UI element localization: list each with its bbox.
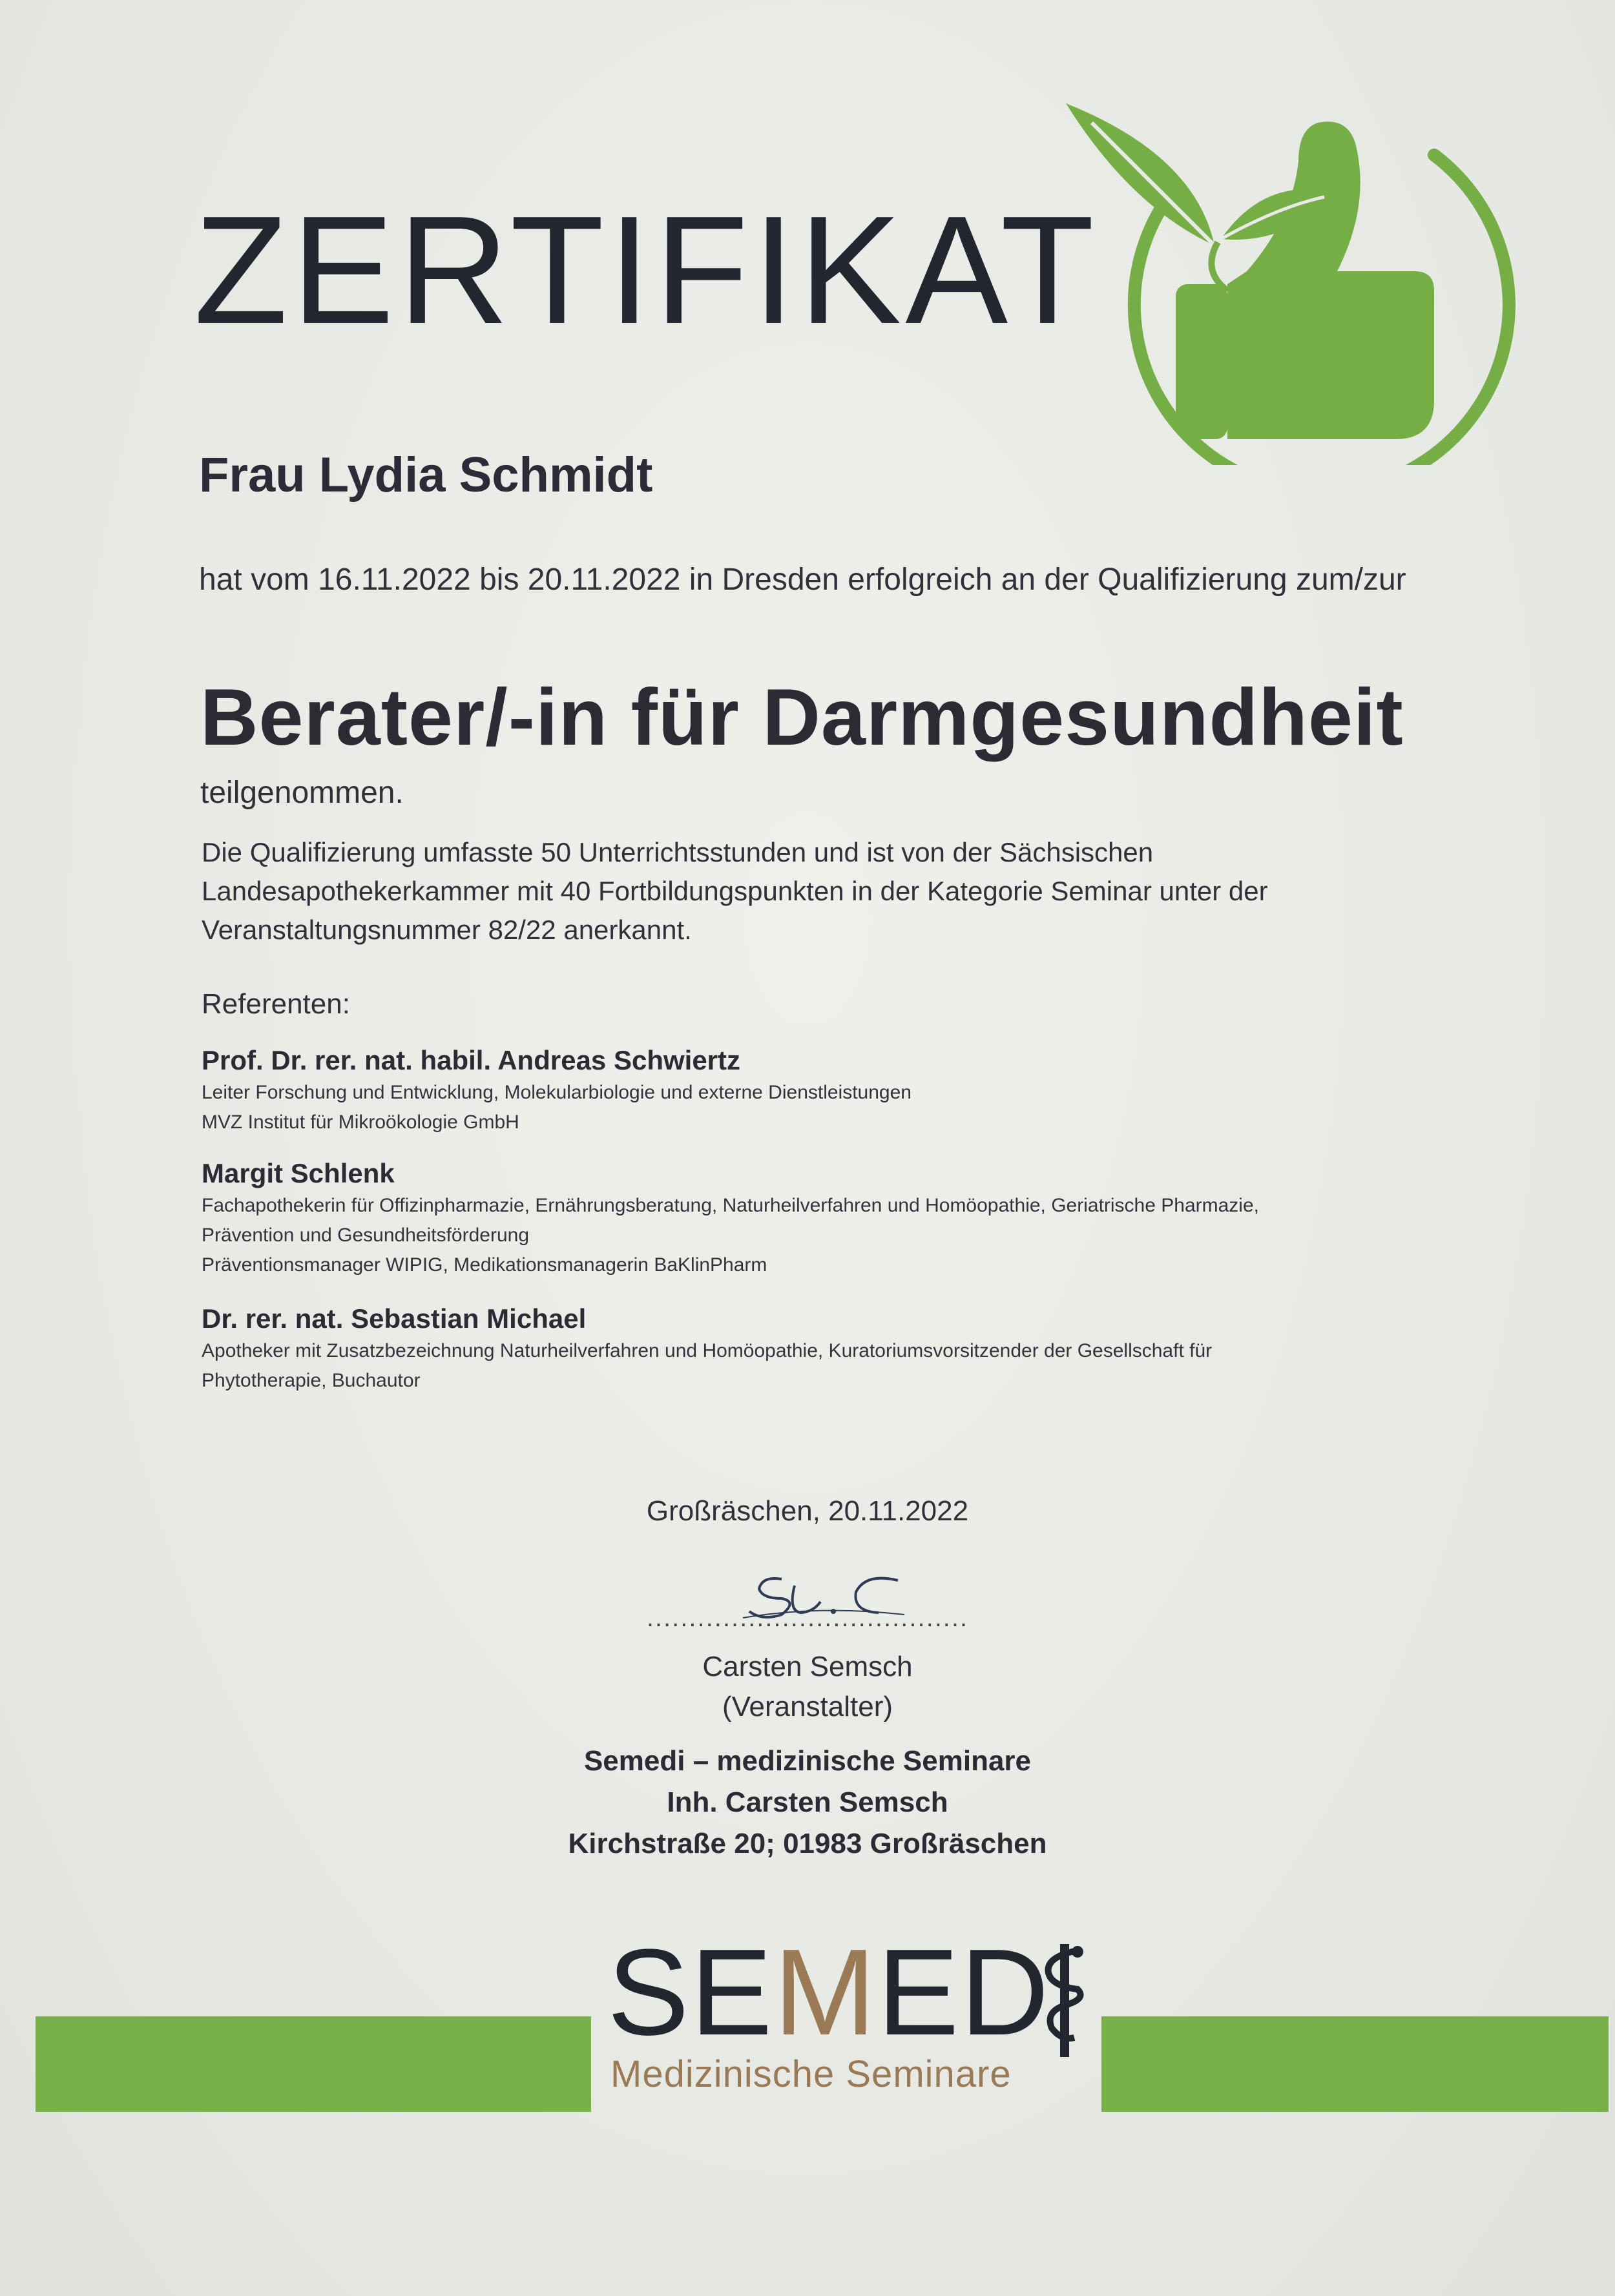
logo-text-m: M [773, 1924, 877, 2061]
description-line: Die Qualifizierung umfasste 50 Unterrichtsstunden und ist von der Sächsischen [202, 837, 1154, 867]
logo-subtitle: Medizinische Seminare [610, 2053, 1012, 2095]
green-bar-left [36, 2016, 591, 2112]
organizer-address: Kirchstraße 20; 01983 Großräschen [568, 1828, 1047, 1859]
caduceus-icon [1039, 1944, 1090, 2057]
participated-text: teilgenommen. [200, 776, 404, 810]
referent-entry [202, 1156, 1494, 1280]
thumbs-up-leaf-icon [1034, 78, 1537, 465]
referent-entry [202, 1043, 1494, 1137]
referent-detail: Fachapothekerin für Offizinpharmazie, Ernährungsberatung, Naturheilverfahren und Homöopathie, Geriatrische Pharmazie, [202, 1195, 1259, 1216]
organizer-block [0, 1741, 1615, 1865]
qualification-title: Berater/-in für Darmgesundheit [200, 673, 1404, 762]
referent-detail: Leiter Forschung und Entwicklung, Molekularbiologie und externe Dienstleistungen [202, 1082, 912, 1103]
green-bar-right [1101, 2016, 1609, 2112]
referent-name: Dr. rer. nat. Sebastian Michael [202, 1303, 587, 1334]
description-line: Veranstaltungsnummer 82/22 anerkannt. [202, 915, 692, 945]
referent-name: Margit Schlenk [202, 1158, 395, 1188]
organizer-owner: Inh. Carsten Semsch [667, 1786, 948, 1818]
certificate-title: ZERTIFIKAT [194, 185, 1098, 356]
referents-heading: Referenten: [202, 988, 350, 1020]
referent-detail: Phytotherapie, Buchautor [202, 1370, 421, 1391]
referent-detail: Apotheker mit Zusatzbezeichnung Naturheilverfahren und Homöopathie, Kuratoriumsvorsitzender der Gesellschaft für [202, 1340, 1213, 1361]
organizer-name: Semedi – medizinische Seminare [583, 1745, 1032, 1777]
logo-text-se: SE [607, 1924, 774, 2061]
referent-entry [202, 1301, 1494, 1396]
referent-detail: MVZ Institut für Mikroökologie GmbH [202, 1112, 519, 1133]
signer-block [0, 1647, 1615, 1727]
logo-text-ed: ED [877, 1924, 1050, 2061]
intro-line: hat vom 16.11.2022 bis 20.11.2022 in Dresden erfolgreich an der Qualifizierung zum/zur [199, 563, 1406, 597]
signer-role: (Veranstalter) [722, 1691, 893, 1722]
signer-name: Carsten Semsch [702, 1651, 913, 1682]
referent-name: Prof. Dr. rer. nat. habil. Andreas Schwiertz [202, 1045, 741, 1075]
recipient-name: Frau Lydia Schmidt [199, 448, 653, 502]
referent-detail: Prävention und Gesundheitsförderung [202, 1225, 530, 1246]
description-line: Landesapothekerkammer mit 40 Fortbildungspunkten in der Kategorie Seminar unter der [202, 876, 1268, 906]
place-date: Großräschen, 20.11.2022 [646, 1495, 969, 1527]
referent-detail: Präventionsmanager WIPIG, Medikationsmanagerin BaKlinPharm [202, 1254, 767, 1276]
signature-line: ...................................... [646, 1604, 969, 1632]
description-paragraph [202, 833, 1526, 949]
semedi-logo [607, 1924, 1050, 2061]
